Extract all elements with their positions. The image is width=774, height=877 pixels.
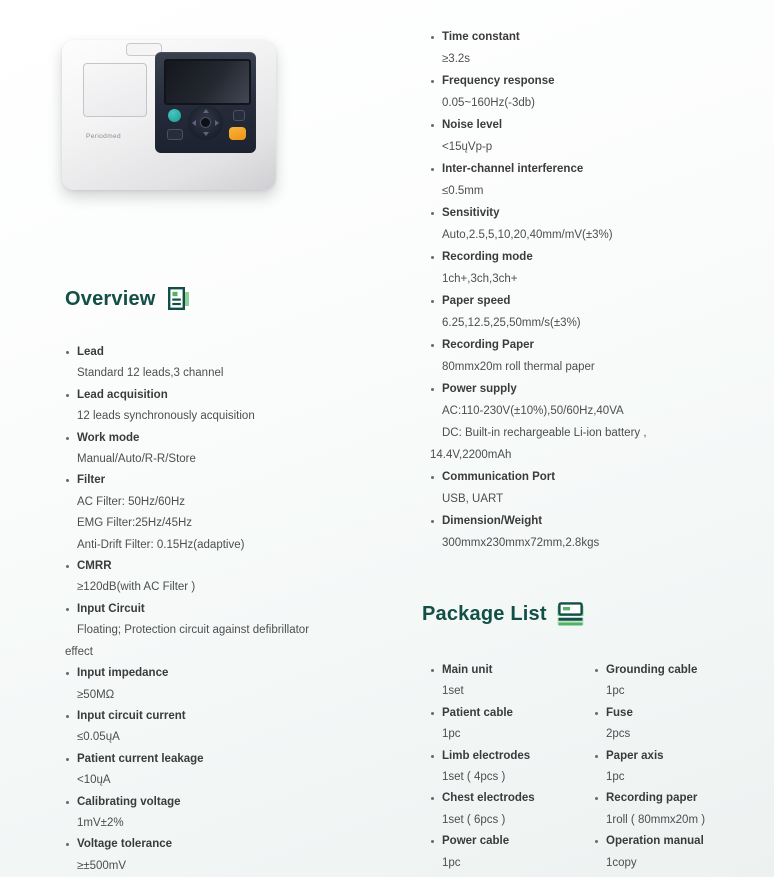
spec-item [77, 706, 442, 749]
spec-label: Calibrating voltage [77, 792, 442, 813]
package-item [606, 788, 774, 831]
spec-value: USB, UART [442, 493, 504, 505]
package-item [606, 831, 774, 874]
overview-list [65, 342, 442, 877]
control-panel [155, 52, 256, 153]
package-qty: 1pc [442, 728, 461, 741]
spec-value: ≤0.05ųA [77, 731, 120, 744]
spec-value: effect [65, 645, 93, 658]
dpad-control [188, 105, 223, 140]
package-item [442, 746, 602, 789]
spec-item [430, 378, 774, 466]
product-image [62, 40, 276, 190]
package-item [606, 746, 774, 789]
spec-label: Input impedance [77, 663, 442, 684]
spec-label: Time constant [442, 26, 774, 48]
spec-value: Auto,2.5,5,10,20,40mm/mV(±3%) [442, 229, 613, 241]
spec-label: Dimension/Weight [442, 510, 774, 532]
arrow-down-icon [203, 132, 209, 136]
package-list-col1 [430, 660, 602, 874]
package-label: Main unit [442, 660, 602, 681]
spec-value: 80mmx20m roll thermal paper [442, 361, 595, 373]
package-label: Power cable [442, 831, 602, 852]
spec-item [77, 428, 442, 471]
package-item [442, 788, 602, 831]
spec-label: Communication Port [442, 466, 774, 488]
spec-item [442, 158, 774, 202]
overview-title: Overview [65, 287, 156, 310]
spec-value: AC:110-230V(±10%),50/60Hz,40VA [442, 405, 624, 417]
package-label: Paper axis [606, 746, 774, 767]
spec-value: 0.05~160Hz(-3db) [442, 97, 536, 109]
spec-value: <10ųA [77, 774, 111, 787]
spec-item [442, 202, 774, 246]
spec-item [442, 114, 774, 158]
package-qty: 1pc [606, 771, 625, 784]
spec-value: EMG Filter:25Hz/45Hz [77, 517, 193, 530]
package-qty: 1pc [442, 856, 461, 869]
spec-value: 6.25,12.5,25,50mm/s(±3%) [442, 317, 581, 329]
package-label: Patient cable [442, 703, 602, 724]
package-label: Fuse [606, 703, 774, 724]
spec-item [77, 792, 442, 835]
spec-label: Paper speed [442, 290, 774, 312]
package-label: Operation manual [606, 831, 774, 852]
record-button [229, 127, 246, 140]
package-qty: 1set ( 4pcs ) [442, 771, 506, 784]
package-qty: 1set [442, 685, 464, 698]
package-qty: 1roll ( 80mmx20m ) [606, 813, 706, 826]
spec-value: Floating; Protection circuit against defibrillator [77, 624, 310, 637]
spec-label: CMRR [77, 556, 442, 577]
spec-value: 1mV±2% [77, 816, 124, 829]
package-item [606, 703, 774, 746]
spec-label: Power supply [442, 378, 774, 400]
spec-value: ≥3.2s [442, 53, 471, 65]
package-item [442, 660, 602, 703]
spec-value: 300mmx230mmx72mm,2.8kgs [442, 537, 600, 549]
overview-section-heading [65, 286, 192, 312]
spec-list [430, 26, 774, 554]
spec-label: Input Circuit [77, 599, 442, 620]
device-screen [164, 59, 251, 105]
package-qty: 1pc [606, 685, 625, 698]
package-list-title: Package List [422, 602, 547, 625]
spec-item [65, 599, 442, 663]
spec-label: Recording mode [442, 246, 774, 268]
spec-value: ≤0.5mm [442, 185, 484, 197]
spec-label: Patient current leakage [77, 749, 442, 770]
spec-item [442, 290, 774, 334]
spec-item [77, 749, 442, 792]
package-label: Chest electrodes [442, 788, 602, 809]
brand-label: Periodmed [86, 133, 122, 140]
spec-item [442, 26, 774, 70]
device-body [62, 40, 276, 190]
spec-label: Work mode [77, 428, 442, 449]
spec-value: Anti-Drift Filter: 0.15Hz(adaptive) [77, 538, 245, 551]
spec-label: Frequency response [442, 70, 774, 92]
spec-value: Manual/Auto/R-R/Store [77, 453, 196, 466]
spec-item [77, 385, 442, 428]
spec-label: Lead [77, 342, 442, 363]
spec-label: Input circuit current [77, 706, 442, 727]
spec-item [77, 834, 442, 877]
spec-value: 12 leads synchronously acquisition [77, 410, 255, 423]
package-item [442, 831, 602, 874]
spec-item [77, 342, 442, 385]
spec-value: ≥120dB(with AC Filter ) [77, 581, 196, 594]
spec-label: Inter-channel interference [442, 158, 774, 180]
power-button [168, 109, 181, 122]
spec-item [77, 556, 442, 599]
mode-button [167, 129, 183, 140]
spec-item [442, 510, 774, 554]
spec-label: Filter [77, 470, 442, 491]
spec-item [77, 470, 442, 556]
spec-label: Noise level [442, 114, 774, 136]
menu-button [233, 110, 245, 121]
spec-value: DC: Built-in rechargeable Li-ion battery , [442, 427, 647, 439]
ok-button [200, 117, 211, 128]
spec-value: <15ųVp-p [442, 141, 493, 153]
package-qty: 1set ( 6pcs ) [442, 813, 506, 826]
spec-item [77, 663, 442, 706]
package-qty: 2pcs [606, 728, 631, 741]
package-label: Recording paper [606, 788, 774, 809]
arrow-left-icon [192, 120, 196, 126]
package-qty: 1copy [606, 856, 637, 869]
package-list-section-heading [422, 601, 585, 627]
printer-lid [83, 63, 147, 117]
spec-value: ≥±500mV [77, 859, 127, 872]
package-stack-icon [557, 601, 585, 627]
spec-label: Lead acquisition [77, 385, 442, 406]
spec-item [442, 246, 774, 290]
spec-value: 1ch+,3ch,3ch+ [442, 273, 518, 285]
arrow-up-icon [203, 109, 209, 113]
spec-label: Recording Paper [442, 334, 774, 356]
package-item [606, 660, 774, 703]
package-list-col2 [594, 660, 774, 874]
arrow-right-icon [215, 120, 219, 126]
spec-label: Sensitivity [442, 202, 774, 224]
spec-value: Standard 12 leads,3 channel [77, 367, 224, 380]
spec-value: 14.4V,2200mAh [430, 449, 512, 461]
spec-label: Voltage tolerance [77, 834, 442, 855]
package-item [442, 703, 602, 746]
spec-value: ≥50MΩ [77, 688, 115, 701]
document-list-icon [166, 286, 192, 312]
spec-item [442, 334, 774, 378]
spec-value: AC Filter: 50Hz/60Hz [77, 495, 186, 508]
package-label: Grounding cable [606, 660, 774, 681]
spec-item [442, 70, 774, 114]
spec-item [442, 466, 774, 510]
package-label: Limb electrodes [442, 746, 602, 767]
